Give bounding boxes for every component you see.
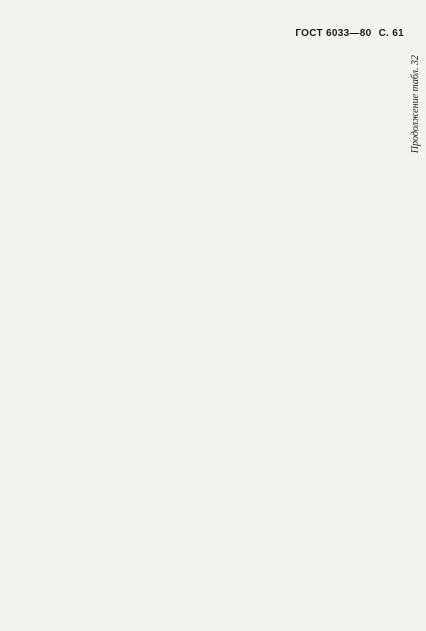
table-continuation-label: Продолжение табл. 32 — [410, 55, 421, 154]
page-header — [291, 28, 404, 39]
standard-number: ГОСТ 6033—80 — [295, 28, 372, 39]
rotated-content — [410, 55, 426, 620]
page-number: С. 61 — [378, 28, 404, 39]
